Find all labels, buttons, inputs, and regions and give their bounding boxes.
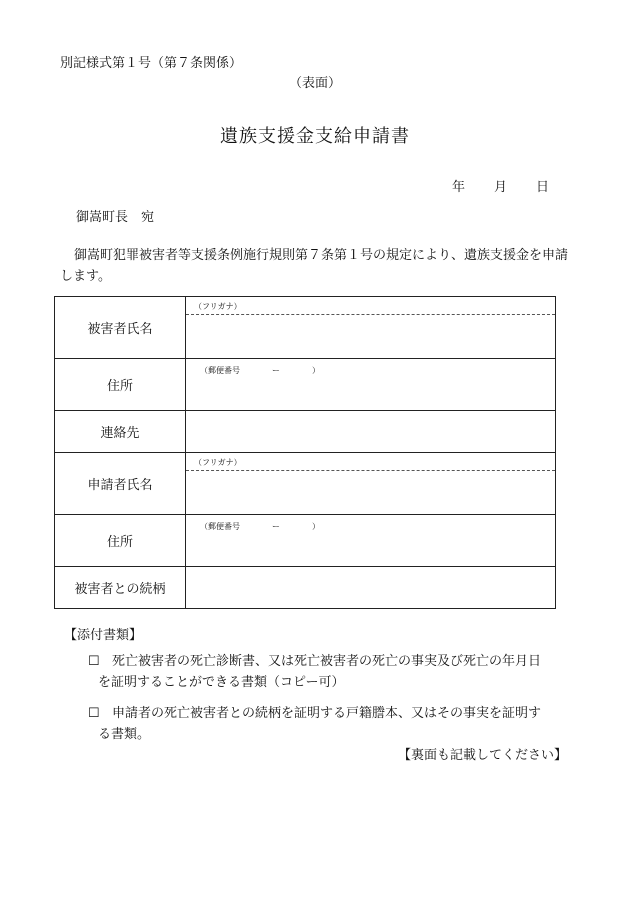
relation-field[interactable] [186, 567, 556, 609]
attachment-item-2 [88, 703, 578, 745]
attachments-heading: 【添付書類】 [64, 628, 143, 643]
applicant-address-field[interactable] [186, 515, 556, 567]
side-label: （表面） [288, 76, 341, 91]
applicant-name-label: 申請者氏名 [55, 453, 186, 515]
application-statement: 御嵩町犯罪被害者等支援条例施行規則第７条第１号の規定により、遺族支援金を申請します。 [60, 248, 569, 284]
applicant-postal-label: （郵便番号 ー ） [200, 522, 320, 531]
checkbox-icon[interactable]: ☐ [88, 654, 100, 669]
victim-address-row [55, 359, 556, 411]
date-day-label: 日 [536, 180, 550, 195]
attachment-item-1 [88, 651, 578, 693]
contact-field[interactable] [186, 411, 556, 453]
applicant-name-row [55, 453, 556, 515]
relation-label: 被害者との続柄 [55, 567, 186, 609]
applicant-name-field[interactable] [186, 453, 556, 515]
document-title: 遺族支援金支給申請書 [220, 126, 410, 147]
relation-row [55, 567, 556, 609]
contact-label: 連絡先 [55, 411, 186, 453]
applicant-address-label: 住所 [55, 515, 186, 567]
attachment-item-1-line-1: 死亡被害者の死亡診断書、又は死亡被害者の死亡の事実及び死亡の年月日 [112, 654, 542, 669]
checkbox-icon[interactable]: ☐ [88, 706, 100, 721]
victim-kana-label: （フリガナ） [186, 297, 555, 315]
attachment-item-2-line-1: 申請者の死亡被害者との続柄を証明する戸籍謄本、又はその事実を証明す [112, 706, 542, 721]
addressee: 御嵩町長 宛 [76, 210, 155, 225]
application-form-table [54, 296, 556, 609]
applicant-address-row [55, 515, 556, 567]
victim-address-field[interactable] [186, 359, 556, 411]
contact-row [55, 411, 556, 453]
date-year-label: 年 [452, 180, 466, 195]
back-side-note: 【裏面も記載してください】 [398, 748, 568, 763]
date-month-label: 月 [494, 180, 508, 195]
victim-postal-label: （郵便番号 ー ） [200, 366, 320, 375]
attachment-item-1-line-2: を証明することができる書類（コピー可） [98, 675, 345, 690]
victim-name-label: 被害者氏名 [55, 297, 186, 359]
attachment-item-2-line-2: る書類。 [98, 727, 151, 742]
applicant-kana-label: （フリガナ） [186, 453, 555, 471]
victim-name-field[interactable] [186, 297, 556, 359]
victim-name-row [55, 297, 556, 359]
form-number: 別記様式第１号（第７条関係） [60, 56, 243, 71]
victim-address-label: 住所 [55, 359, 186, 411]
